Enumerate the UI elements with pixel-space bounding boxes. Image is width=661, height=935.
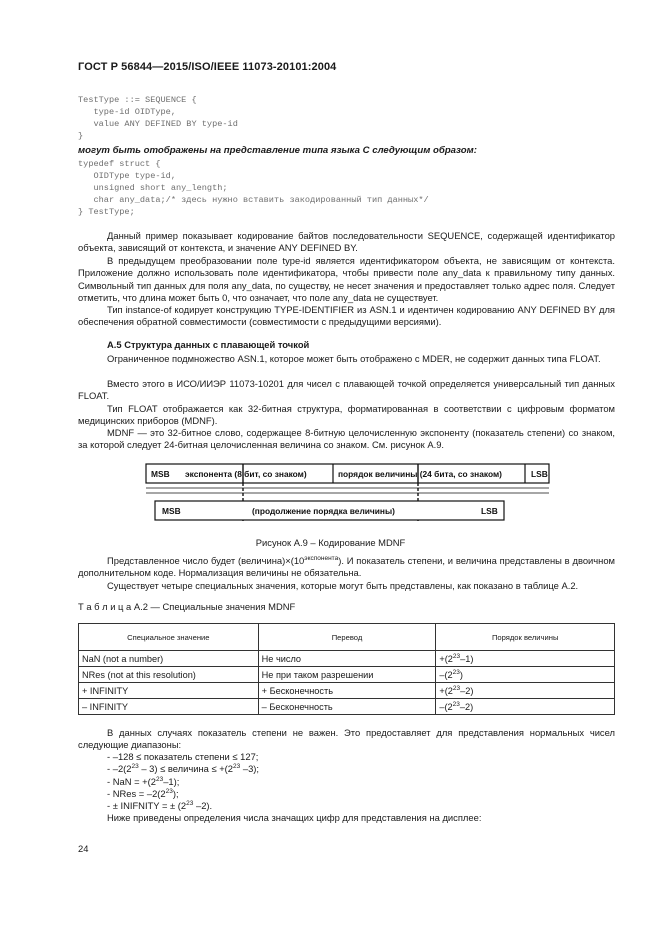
list-superscript: 23 xyxy=(165,787,173,795)
table-row xyxy=(79,683,615,699)
list-text: - –2(2 xyxy=(107,763,132,775)
cell-text: –(2 xyxy=(439,701,453,712)
table-header: Специальное значение xyxy=(79,624,259,651)
paragraph-4: Ограниченное подмножество ASN.1, которое может быть отображено с MDER, не содержит данных типа FLOAT. xyxy=(107,353,601,364)
document-header: ГОСТ Р 56844—2015/ISO/IEEE 11073-20101:2004 xyxy=(78,61,337,73)
paragraph-5: Вместо этого в ИСО/ИИЭР 11073-10201 для чисел с плавающей точкой определяется универсальный тип данных FLOAT. xyxy=(78,378,615,402)
list-text: - ± INIFNITY = ± (2 xyxy=(107,800,187,812)
paragraph-1: Данный пример показывает кодирование байтов последовательности SEQUENCE, содержащей идентификатор объекта, зависящий от контекста, и значение ANY DEFINED BY. xyxy=(78,230,615,254)
row2-continuation-label: (продолжение порядка величины) xyxy=(252,506,395,516)
code-line: typedef struct { xyxy=(78,159,161,169)
table-cell: Не при таком разрешении xyxy=(258,667,436,683)
code-line: value ANY DEFINED BY type-id xyxy=(78,119,238,129)
paragraph-3: Тип instance-of кодирует конструкцию TYPE-IDENTIFIER из ASN.1 и идентичен кодированию ANY DEFINED BY для обеспечения обратной совместимости (совместимости с предыдущими версиями). xyxy=(78,304,615,328)
paragraph-10: В данных случаях показатель степени не важен. Это предоставляет для представления нормальных чисел следующие диапазоны: xyxy=(78,727,615,751)
list-text: –2). xyxy=(193,800,213,812)
table-header: Порядок величины xyxy=(436,624,615,651)
row1-exponent-label: экспонента (8 бит, со знаком) xyxy=(185,469,307,479)
table-cell: – Бесконечность xyxy=(258,699,436,715)
code-line: TestType ::= SEQUENCE { xyxy=(78,95,197,105)
row1-magnitude-label: порядок величины (24 бита, со знаком) xyxy=(338,469,502,479)
range-list xyxy=(107,751,259,812)
list-item xyxy=(107,763,259,775)
list-text: – 3) ≤ величина ≤ +(2 xyxy=(138,763,234,775)
list-text: - NRes = –2(2 xyxy=(107,787,166,799)
table-cell: – INFINITY xyxy=(79,699,259,715)
paragraph-2: В предыдущем преобразовании поле type-id является идентификатором объекта, не зависящим от контекста. Приложение должно использовать поле идентификатора, чтобы привести поле any_data к правильному типу данных. Символьный тип данных для поля any_data, по существу, не несет значения и предоставляет только адрес поля. Следует отметить, что длина может быть 0, что означает, что поле any_data не существует. xyxy=(78,255,615,303)
paragraph-6: Тип FLOAT отображается как 32-битная структура, форматированная в соответствии с цифровым форматом медицинских приборов (MDNF). xyxy=(78,403,615,427)
table-cell: NRes (not at this resolution) xyxy=(79,667,259,683)
list-superscript: 23 xyxy=(155,775,164,783)
table-header-row xyxy=(79,624,615,651)
cell-superscript: 23 xyxy=(452,684,461,692)
figure-row-2 xyxy=(155,501,504,520)
table-cell: Не число xyxy=(258,651,436,667)
table-header: Перевод xyxy=(258,624,436,651)
cell-text: –(2 xyxy=(439,669,453,680)
table-cell: + INFINITY xyxy=(79,683,259,699)
cell-text: +(2 xyxy=(439,653,453,664)
code-line: } TestType; xyxy=(78,207,135,217)
list-text: - NaN = +(2 xyxy=(107,775,156,787)
special-values-table xyxy=(78,623,615,715)
section-heading: А.5 Структура данных с плавающей точкой xyxy=(107,339,310,350)
cell-superscript: 23 xyxy=(452,652,461,660)
code-line: type-id OIDType, xyxy=(78,107,176,117)
cell-text: –2) xyxy=(460,685,474,696)
list-item xyxy=(107,776,259,788)
code-line: } xyxy=(78,131,84,141)
list-superscript: 23 xyxy=(186,800,194,808)
row2-lsb-label: LSB xyxy=(481,506,498,516)
table-title: Т а б л и ц а А.2 — Специальные значения MDNF xyxy=(78,601,296,612)
table-cell xyxy=(436,699,615,715)
row1-msb-label: MSB xyxy=(151,469,170,479)
paragraph-9: Существует четыре специальных значения, которые могут быть представлены, как показано в таблице А.2. xyxy=(107,580,579,591)
figure-caption: Рисунок А.9 – Кодирование MDNF xyxy=(255,537,406,548)
table-row xyxy=(79,699,615,715)
list-text: ); xyxy=(172,787,179,799)
row1-lsb-label: LSB xyxy=(531,469,548,479)
code-line: OIDType type-id, xyxy=(78,171,176,181)
cell-text: +(2 xyxy=(439,685,453,696)
formula-superscript: экспонента xyxy=(304,554,339,562)
cell-text: ) xyxy=(459,669,463,680)
paragraph-11: Ниже приведены определения числа значащих цифр для представления на дисплее: xyxy=(107,812,482,823)
figure-row-1 xyxy=(146,464,549,483)
intro-bold-italic: могут быть отображены на представление типа языка С следующим образом: xyxy=(78,145,477,156)
table-row xyxy=(79,667,615,683)
formula-text: Представленное число будет (величина)×(10 xyxy=(107,555,305,566)
cell-text: –2) xyxy=(459,701,474,712)
list-text: –1); xyxy=(163,775,180,787)
table-cell: + Бесконечность xyxy=(258,683,436,699)
table-cell xyxy=(436,651,615,667)
cell-text: –1) xyxy=(460,653,474,664)
paragraph-8 xyxy=(78,555,615,580)
list-superscript: 23 xyxy=(131,763,139,771)
table-row xyxy=(79,651,615,667)
paragraph-7: MDNF — это 32-битное слово, содержащее 8-битную целочисленную экспоненту (показатель степени) со знаком, за которой следует 24-битная целочисленная величина со знаком. См. рисунок А.9. xyxy=(78,427,615,451)
code-line: unsigned short any_length; xyxy=(78,183,228,193)
table-cell: NaN (not a number) xyxy=(79,651,259,667)
list-superscript: 23 xyxy=(233,763,241,771)
cell-superscript: 23 xyxy=(452,700,460,708)
list-item xyxy=(107,800,259,812)
list-item xyxy=(107,751,259,763)
row2-msb-label: MSB xyxy=(162,506,181,516)
table-cell xyxy=(436,667,615,683)
list-item xyxy=(107,788,259,800)
table-cell xyxy=(436,683,615,699)
list-text: - –128 ≤ показатель степени ≤ 127; xyxy=(107,751,259,762)
code-line: char any_data;/* здесь нужно вставить закодированный тип данных*/ xyxy=(78,195,429,205)
list-text: –3); xyxy=(240,763,260,775)
cell-superscript: 23 xyxy=(452,668,460,676)
formula-text: ). И показатель степени, и величина представлены в двоичном дополнительном коде. Нормализация величины не обязательна. xyxy=(78,555,615,579)
page-number: 24 xyxy=(78,843,89,854)
